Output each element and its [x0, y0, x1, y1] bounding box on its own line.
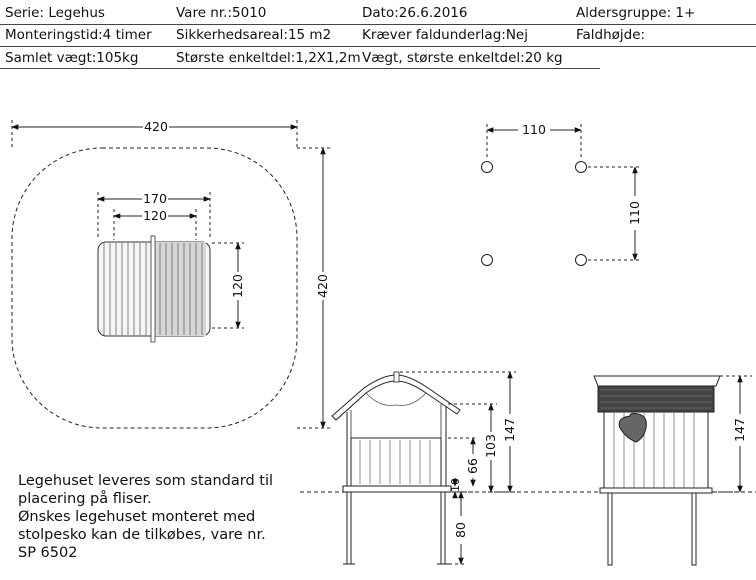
dim-house-depth	[212, 243, 245, 328]
spec-date: Dato:26.6.2016	[362, 5, 468, 21]
spec-largest-part-weight: Vægt, største enkeltdel:20 kg	[362, 50, 563, 66]
spec-safety-area: Sikkerhedsareal:15 m2	[176, 27, 332, 43]
note-line: Legehuset leveres som standard til	[18, 473, 274, 489]
note-line: Ønskes legehuset monteret med	[18, 509, 256, 525]
dim-rail-height	[465, 438, 480, 486]
post-marker	[576, 162, 587, 173]
dim-label-floor-thickness: 10	[449, 478, 462, 492]
dim-post-spacing-x	[487, 122, 581, 160]
dim-label-outer-depth: 420	[315, 274, 330, 298]
spec-series: Serie: Legehus	[5, 5, 105, 21]
post-marker	[482, 162, 493, 173]
post-marker	[482, 255, 493, 266]
dim-side-total-height	[732, 376, 747, 492]
spec-fall-surface: Kræver faldunderlag:Nej	[362, 27, 528, 43]
dim-outer-width	[12, 119, 297, 148]
dim-label-post-spacing-x: 110	[522, 122, 546, 137]
note-line: placering på fliser.	[18, 491, 152, 507]
dim-front-total-height	[502, 372, 517, 492]
spec-age-group: Aldersgruppe: 1+	[576, 5, 696, 21]
dim-label-outer-width: 420	[144, 119, 168, 134]
note-line: stolpesko kan de tilkøbes, vare nr.	[18, 527, 266, 543]
dim-floor-thickness	[449, 478, 462, 498]
roof-ridge	[151, 236, 155, 342]
spec-total-weight: Samlet vægt:105kg	[5, 50, 139, 66]
dim-label-rail-height: 66	[465, 458, 480, 474]
dim-label-house-inner-width: 120	[143, 208, 167, 223]
dim-house-inner-width	[114, 208, 196, 240]
installation-note	[18, 472, 318, 562]
house-footprint	[98, 236, 210, 342]
dim-outer-depth	[297, 148, 330, 428]
dim-label-front-total-height: 147	[502, 418, 517, 442]
dim-label-leg-height: 80	[453, 522, 468, 538]
dim-label-wall-height: 103	[483, 434, 498, 458]
spec-fall-height: Faldhøjde:	[576, 27, 646, 43]
dim-label-house-depth: 120	[230, 274, 245, 298]
dim-leg-height	[453, 492, 468, 564]
plan-view	[12, 119, 330, 428]
note-line: SP 6502	[18, 545, 78, 561]
dim-label-side-total-height: 147	[732, 418, 747, 442]
spec-mount-time: Monteringstid:4 timer	[5, 27, 152, 43]
front-elevation	[332, 372, 517, 564]
side-elevation	[594, 376, 752, 565]
spec-largest-part: Største enkeltdel:1,2X1,2m	[176, 50, 361, 66]
dim-label-post-spacing-y: 110	[627, 201, 642, 225]
dim-label-house-width: 170	[143, 191, 167, 206]
dim-post-spacing-y	[588, 167, 642, 260]
post-layout	[482, 122, 643, 266]
post-marker	[576, 255, 587, 266]
spec-item-number: Vare nr.:5010	[176, 5, 267, 21]
dim-wall-height	[483, 404, 498, 492]
